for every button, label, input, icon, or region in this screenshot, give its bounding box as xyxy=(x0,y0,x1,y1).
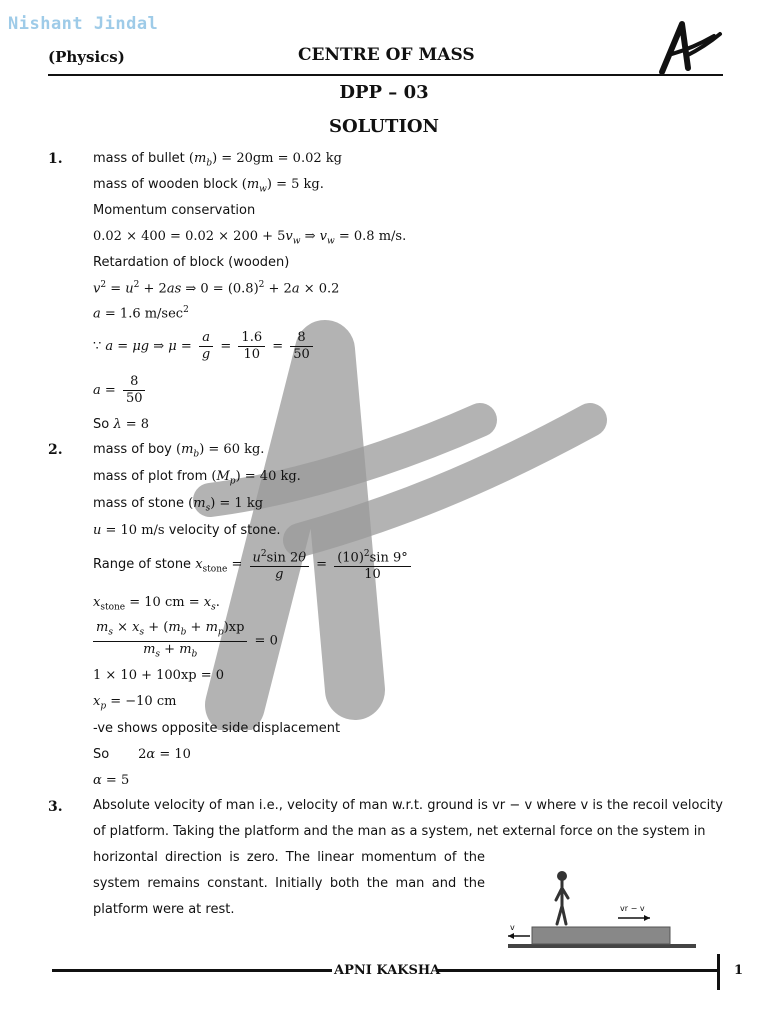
solution-line: mass of wooden block $(m_w) = 5$ kg. xyxy=(93,177,324,195)
solution-line: a = 1.6 $m/\sec^2$ xyxy=(93,305,189,322)
solution-line: mass of bullet $(m_b) = 20gm = 0.02$ kg xyxy=(93,151,342,169)
page-number: 1 xyxy=(734,963,744,978)
man-on-platform-figure xyxy=(500,866,705,954)
solution-line: $x_{stone} = 10$ cm = $x_s$. xyxy=(93,595,220,613)
question-number: 2. xyxy=(48,442,63,458)
footer-brand: APNI KAKSHA xyxy=(334,963,441,978)
solution-line: u = 10 m/s velocity of stone. xyxy=(93,523,281,538)
footer-divider xyxy=(717,954,720,990)
header-rule xyxy=(48,74,723,76)
chapter-title: CENTRE OF MASS xyxy=(298,45,475,65)
solution-line: 1 × 10 + 100xp = 0 xyxy=(93,668,225,683)
footer-rule-left xyxy=(52,969,332,972)
solution-line: mass of boy $(m_b) = 60$ kg. xyxy=(93,442,265,460)
footer-rule-right xyxy=(436,969,719,972)
solution-line: So λ = 8 xyxy=(93,417,150,432)
brand-logo xyxy=(652,18,724,76)
solution-line: Range of stone $x_{stone}$ = $\frac{u^2\sin 2\theta}{g}$ = $\frac{(10)^2\sin 9^\circ}{10}$ xyxy=(93,546,414,583)
solution-paragraph: horizontal direction is zero. The linear momentum of the system remains constant. Initially both the man and the platform were at rest. xyxy=(93,850,485,917)
dpp-title: DPP – 03 xyxy=(339,82,429,103)
solution-line: mass of stone $(m_s) = 1$ kg xyxy=(93,496,264,514)
watermark-author-name: Nishant Jindal xyxy=(8,14,159,34)
question-number: 3. xyxy=(48,799,63,815)
section-title: SOLUTION xyxy=(329,116,439,137)
solution-line: Retardation of block (wooden) xyxy=(93,255,290,270)
solution-line: $v^2 = u^2 + 2as$ ⇒ $0 = (0.8)^2 + 2a \times 0.2$ xyxy=(93,280,340,297)
solution-line: $\frac{m_s \times x_s + (m_b + m_p)xp}{m_s + m_b}$ = 0 xyxy=(93,620,278,662)
solution-line: a = $\frac{8}{50}$ xyxy=(93,374,148,407)
solution-line: So 2α = 10 xyxy=(93,747,191,762)
platform-velocity-label: v xyxy=(510,923,515,932)
solution-line: α = 5 xyxy=(93,773,130,788)
solution-line: $0.02 \times 400 = 0.02 \times 200 + 5v_w$ ⇒ $v_w = 0.8$ m/s. xyxy=(93,229,407,247)
solution-paragraph: Absolute velocity of man i.e., velocity of man w.r.t. ground is vr − v where v is the recoil velocity of platform. Taking the platform and the man as a system, net external force on the system in xyxy=(93,798,723,839)
watermark-logo xyxy=(150,310,630,730)
solution-line: mass of plot from $(M_p) = 40$ kg. xyxy=(93,469,301,487)
relative-velocity-label: vr − v xyxy=(620,904,645,913)
solution-line: -ve shows opposite side displacement xyxy=(93,721,341,736)
solution-line: ∵ a = μg ⇒ μ = $\frac{a}{g}$ = $\frac{1.6}{10}$ = $\frac{8}{50}$ xyxy=(93,330,316,363)
solution-line: $x_p = -10$ cm xyxy=(93,694,177,712)
subject-label: (Physics) xyxy=(48,48,125,66)
solution-line: Momentum conservation xyxy=(93,203,256,218)
question-number: 1. xyxy=(48,151,63,167)
